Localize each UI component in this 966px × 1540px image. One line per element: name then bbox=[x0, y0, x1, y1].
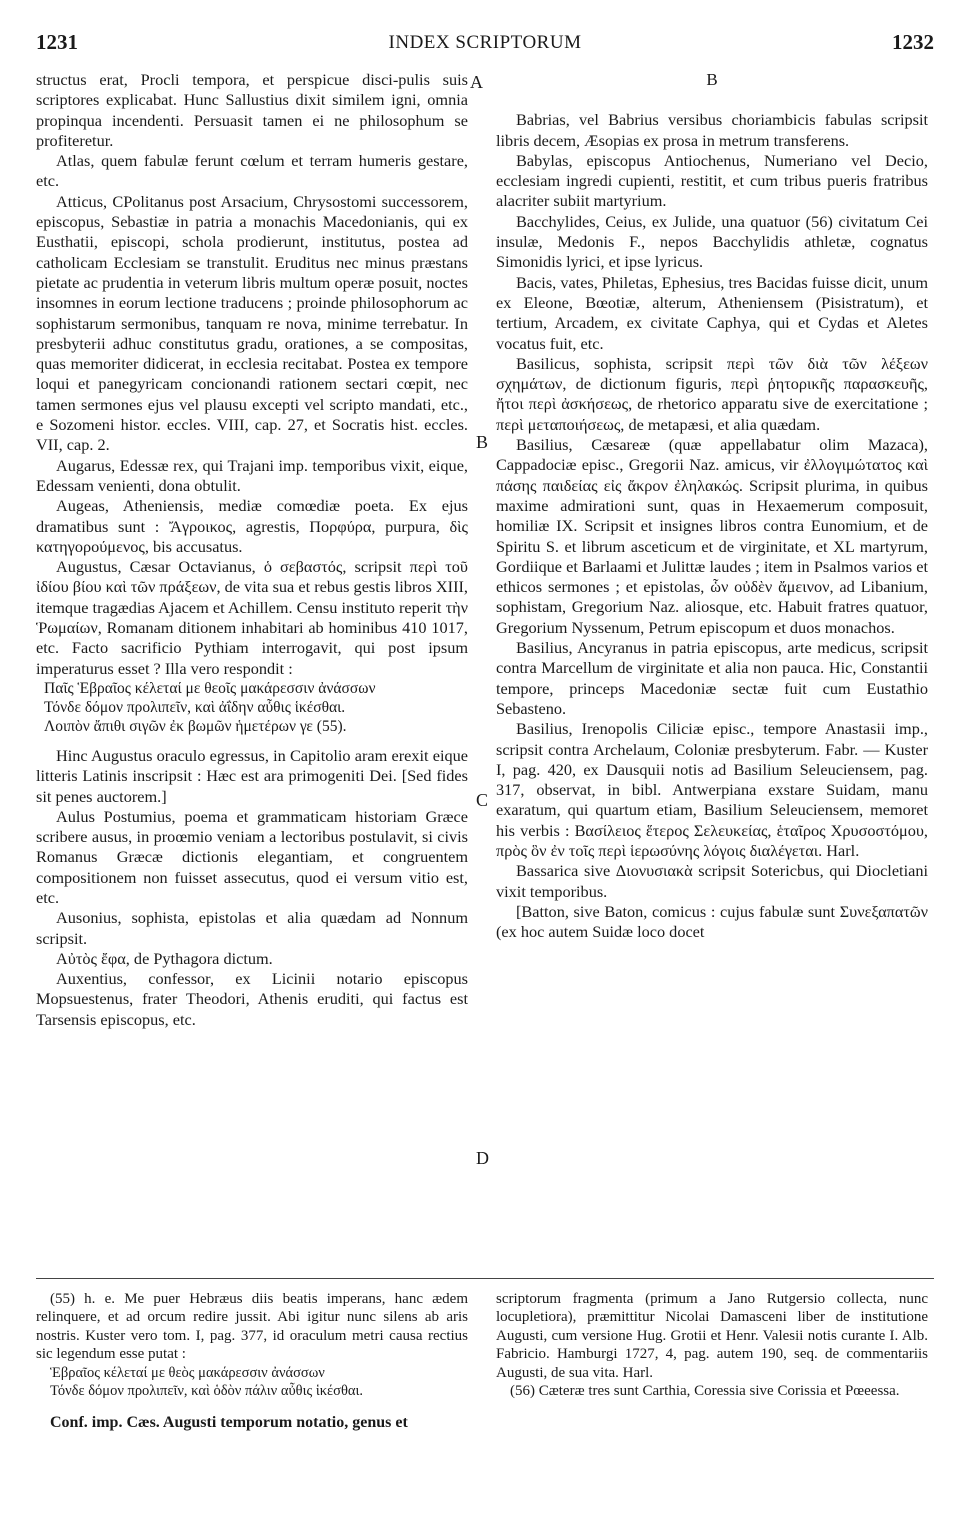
entry-text: Babrias, vel Babrius versibus choriambicis fabulas scripsit libris decem, Æsopias ex prosa in metrum transferens. bbox=[496, 110, 928, 150]
footnote-text: (55) h. e. Me puer Hebræus diis beatis imperans, hanc ædem relinquere, et ad orcum redire jussit. Abi igitur nunc silens ab aris nostris. Kuster vero tom. I, pag. 377, id oraculum metri causa rectius sic legendum esse putat : bbox=[36, 1291, 468, 1363]
oracle-verse-line: Τόνδε δόμον προλιπεῖν, καὶ ἀΐδην αὖθις ἱκέσθαι. bbox=[44, 698, 346, 716]
section-letter-heading: B bbox=[706, 70, 718, 89]
entry-text: Basilius, Cæsareæ (quæ appellabatur olim Mazaca), Cappadociæ episc., Gregorii Naz. amicus, vir ἐλλογιμώτατος καὶ πάσης παιδείας εἰς ἄκρον ἐληλακώς. Scripsit plurima, in quibus maxime admirationi sunt, quas in Hexaemerum composuit, homiliæ IX. Scripsit et insignes libros contra Eunomium, et de Spiritu S. et librum asceticum et de virginitate, et XL martyrum, Gordiique et Barlaami et Julittæ laudes ; item in Psalmos varios et ethicos sermones ; et epistolas, ὧν οὐδὲν ἄμεινον, ad Libanium, sophistam, Gregorium Naz. aliosque, etc. Habuit fratres quatuor, Gregorium Nyssenum, Petrum episcopum et duos monachos. bbox=[496, 435, 928, 637]
footnote-separator bbox=[36, 1278, 934, 1279]
entry-text: Hinc Augustus oraculo egressus, in Capitolio aram erexit eique litteris Latinis inscripsit : Hæc est ara primogeniti Dei. [Sed fides sit penes auctorem.] bbox=[36, 745, 468, 806]
running-title: INDEX SCRIPTORUM bbox=[388, 32, 582, 53]
entry-text: Aulus Postumius, poema et grammaticam historiam Græce scribere ausus, in proœmio veniam a lectoribus postulavit, si civis Romanus Græcæ dictionis elegantiam, et congruentem compositionem non fuisset assecutus, quod ei versum vitio est, etc. bbox=[36, 806, 468, 907]
entry-text: Basilicus, sophista, scripsit περὶ τῶν διὰ τῶν λέξεων σχημάτων, de dictionum figuris, περὶ ῥητορικῆς παρασκευῆς, ἤτοι περὶ ἀσκήσεως, de rhetorico apparatu sive de exercitatione ; περὶ μεταποιήσεως, de metapæsi, et alia quædam. bbox=[496, 353, 928, 434]
margin-letter-a: A bbox=[470, 72, 483, 92]
margin-letter-d: D bbox=[476, 1148, 489, 1168]
oracle-verse-line: Παῖς Ἑβραῖος κέλεταί με θεοῖς μακάρεσσιν ἀνάσσων bbox=[44, 679, 376, 697]
footnote-verse-line: Τόνδε δόμον προλιπεῖν, καὶ ὁδὸν πάλιν αὖθις ἱκέσθαι. bbox=[50, 1382, 364, 1399]
entry-text: Bacchylides, Ceius, ex Julide, una quatuor (56) civitatum Cei insulæ, Medonis F., nepos Bacchylidis athletæ, cognatus Simonidis lyrici, et ipse lyricus. bbox=[496, 211, 928, 272]
page-number-right: 1232 bbox=[892, 30, 934, 54]
margin-letter-c: C bbox=[476, 790, 489, 810]
margin-letter-b: B bbox=[476, 432, 489, 452]
running-header bbox=[36, 30, 934, 60]
entry-text: Αὐτὸς ἔφα, de Pythagora dictum. bbox=[56, 948, 273, 968]
entry-text: Atlas, quem fabulæ ferunt cœlum et terram humeris gestare, etc. bbox=[36, 151, 468, 191]
entry-text: [Batton, sive Baton, comicus : cujus fabulæ sunt Συνεξαπατῶν (ex hoc autem Suidæ loco docet bbox=[496, 901, 928, 942]
footnote-text: scriptorum fragmenta (primum a Jano Rutgersio collecta, nunc locupletiora), præmittitur Nicolai Damasceni liber de institutione Augusti, cum versione Hug. Grotii et Henr. Valesii notis curante I. Alb. Fabricio. Hamburgi 1727, 4, pag. autem 190, seq. de commentariis Augusti, de sua vita. Harl. bbox=[496, 1291, 928, 1381]
entry-text: Augustus, Cæsar Octavianus, ὁ σεβαστός, scripsit περὶ τοῦ ἰδίου βίου καὶ τῶν πράξεων, de vita sua et rebus gestis libros XIII, itemque tragædias Ajacem et Achillem. Censu instituto reperit τὴν Ῥωμαίων, Romanam ditionem inhabitari ab hominibus 410 1017, etc. Facto sacrificio Pythiam interrogavit, qui post ipsum imperaturus esset ? Illa vero respondit : bbox=[36, 557, 468, 678]
entry-text: structus erat, Procli tempora, et perspicue disci-pulis suis scriptores explicabat. Hunc Sallustius dixit similem igni, omnia propinqua incendenti. Persuasit tamen ei ne philosophum se profiteretur. bbox=[36, 70, 468, 150]
entry-text: Augarus, Edessæ rex, qui Trajani imp. temporibus vixit, eique, Edessam venienti, dona obtulit. bbox=[36, 455, 468, 495]
entry-text: Atticus, CPolitanus post Arsacium, Chrysostomi successorem, episcopus, Sebastiæ in patria a monachis Macedonianis, qui ex Eusthatii, episcopi, schola prodierunt, institutus, postea ad catholicam Ecclesiam se transtulit. Eruditus nec minus præstans pietate ac prudentia in veterum libris multum operæ posuit, noctes insomnes in eorum lectione traducens ; proinde philosophorum ac sophistarum sermonibus, tanquam re nova, minime terrebatur. In presbyterii adhuc constitutus gradu, orationes, a se compositas, quas memoriter didicerat, in ecclesia recitabat. Postea ex tempore loqui et panegyricam concionandi rationem sectari cœpit, nec tamen sermones ejus vel plausu excepti vel scripto mandati, etc., e Sozomeni histor. eccles. VIII, cap. 27, et Socratis hist. eccles. VII, cap. 2. bbox=[36, 191, 468, 455]
footnote-verse-line: Ἑβραῖος κέλεταί με θεὸς μακάρεσσιν ἀνάσσων bbox=[50, 1364, 325, 1381]
oracle-verse-line: Λοιπὸν ἄπιθι σιγῶν ἐκ βωμῶν ἡμετέρων γε (55). bbox=[44, 717, 347, 735]
page-number-left: 1231 bbox=[36, 30, 78, 54]
entry-text: Bacis, vates, Philetas, Ephesius, tres Bacidas fuisse dicit, unum ex Eleone, Bœotiæ, alterum, Atheniensem (Pisistratum), et tertium, Arcadem, ex civitate Caphya, qui et Cydas et Aletes vocatus fuit, etc. bbox=[496, 272, 928, 353]
footnotes-left bbox=[36, 1290, 468, 1432]
entry-text: Ausonius, sophista, epistolas et alia quædam ad Nonnum scripsit. bbox=[36, 908, 468, 948]
footnotes-right bbox=[496, 1290, 928, 1400]
left-column bbox=[36, 70, 468, 1030]
entry-text: Bassarica sive Διονυσιακὰ scripsit Sotericbus, qui Diocletiani vixit temporibus. bbox=[496, 861, 928, 901]
entry-text: Augeas, Atheniensis, mediæ comœdiæ poeta. Ex ejus dramatibus sunt : Ἄγροικος, agrestis, Πορφύρα, purpura, δὶς κατηγορούμενος, bis accusatus. bbox=[36, 496, 468, 556]
entry-text: Auxentius, confessor, ex Licinii notario episcopus Mopsuestenus, frater Theodori, Athenis eruditi, qui factus est Tarsensis episcopus, etc. bbox=[36, 969, 468, 1029]
entry-text: Babylas, episcopus Antiochenus, Numeriano vel Decio, ecclesiam ingredi cupienti, restitit, et cum tribus pueris fratribus alacriter subiit martyrium. bbox=[496, 150, 928, 211]
footnote-continuation: Conf. imp. Cæs. Augusti temporum notatio, genus et bbox=[50, 1413, 408, 1431]
right-column bbox=[496, 70, 928, 942]
entry-text: Basilius, Irenopolis Ciliciæ episc., tempore Anastasii imp., scripsit contra Archelaum, Coloniæ presbyterum. Fabr. — Kuster I, pag. 420, ex Dausquii notis ad Basilium Seleuciensem, pag. 317, observat, in bibl. Antwerpiana exstare Suidam, manu exaratum, qui quartum etiam, Basilium Seleuciensem, memoret his verbis : Βασίλειος ἕτερος Σελευκείας, ἑταῖρος Χρυσοστόμου, πρὸς ὃν ἐν τοῖς περὶ ἱερωσύνης λόγοις διαλέγεται. Harl. bbox=[496, 719, 928, 860]
footnote-text: (56) Cæteræ tres sunt Carthia, Coressia sive Corissia et Pœeessa. bbox=[510, 1383, 900, 1400]
entry-text: Basilius, Ancyranus in patria episcopus, arte medicus, scripsit contra Marcellum de virginitate et alia non pauca. Hic, Constantii tempore, princeps Macedoniæ sectæ fuit cum Eustathio Sebasteno. bbox=[496, 638, 928, 718]
